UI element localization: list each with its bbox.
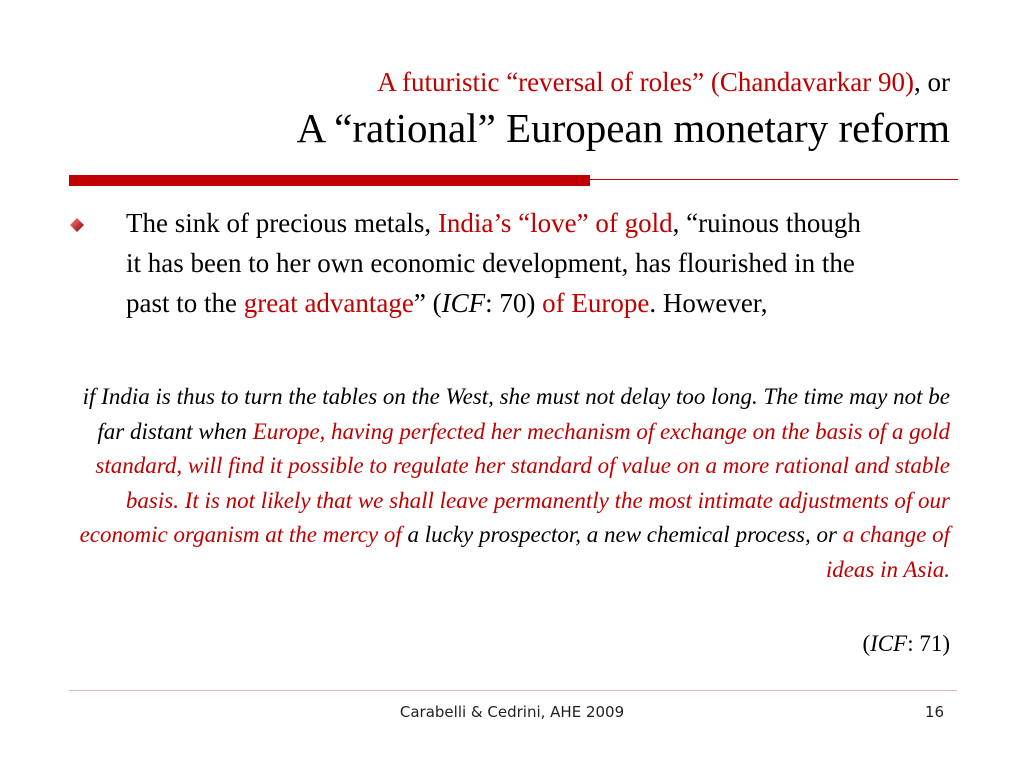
quote-text-2: a lucky prospector, a new chemical process, or <box>407 522 843 547</box>
footer-text: Carabelli & Cedrini, AHE 2009 <box>399 703 625 721</box>
page-number: 16 <box>924 703 944 721</box>
title-line-1 <box>297 62 950 102</box>
bullet-text-1: The sink of precious metals, <box>126 208 438 238</box>
footer-divider <box>69 690 957 691</box>
red-diamond-bullet-icon <box>70 218 84 232</box>
block-quote <box>70 380 950 587</box>
bullet-text <box>126 203 870 323</box>
citation-open: ( <box>862 631 871 656</box>
bullet-text-3: ” ( <box>413 288 442 318</box>
bullet-item <box>70 203 870 323</box>
bullet-text-4: : 70) <box>485 288 543 318</box>
quote-citation <box>862 627 950 661</box>
citation-rest: : 71) <box>907 631 950 656</box>
title-tail-text: , or <box>914 67 950 97</box>
bullet-red-1: India’s “love” of gold <box>437 208 673 238</box>
title-red-text: A futuristic “reversal of roles” (Chandavarkar 90) <box>377 67 914 97</box>
title-line-2: A “rational” European monetary reform <box>296 105 950 151</box>
bullet-red-2: great advantage <box>243 288 414 318</box>
quote-red-2: a change of ideas in Asia. <box>825 522 950 582</box>
bullet-text-5: . However, <box>649 288 768 318</box>
citation-icf: ICF <box>870 631 908 656</box>
title-divider-thin <box>590 179 958 180</box>
bullet-red-3: of Europe <box>542 288 650 318</box>
quote-red-1: Europe, having perfected her mechanism of exchange on the basis of a gold standard, will find it possible to regulate her standard of value on a more rational and stable basis. It is not likely that we shall leave permanently the most intimate adjustments of our economic organism at the mercy of <box>79 418 950 547</box>
title-divider-thick <box>69 175 590 186</box>
quote-text-1: if India is thus to turn the tables on the West, she must not delay too long. The time may not be far distant when <box>82 384 950 444</box>
bullet-icf: ICF <box>441 288 486 318</box>
slide-title <box>297 62 950 154</box>
bullet-text-2: , “ruinous though it has been to her own economic development, has flourished in the past to the <box>126 208 861 318</box>
